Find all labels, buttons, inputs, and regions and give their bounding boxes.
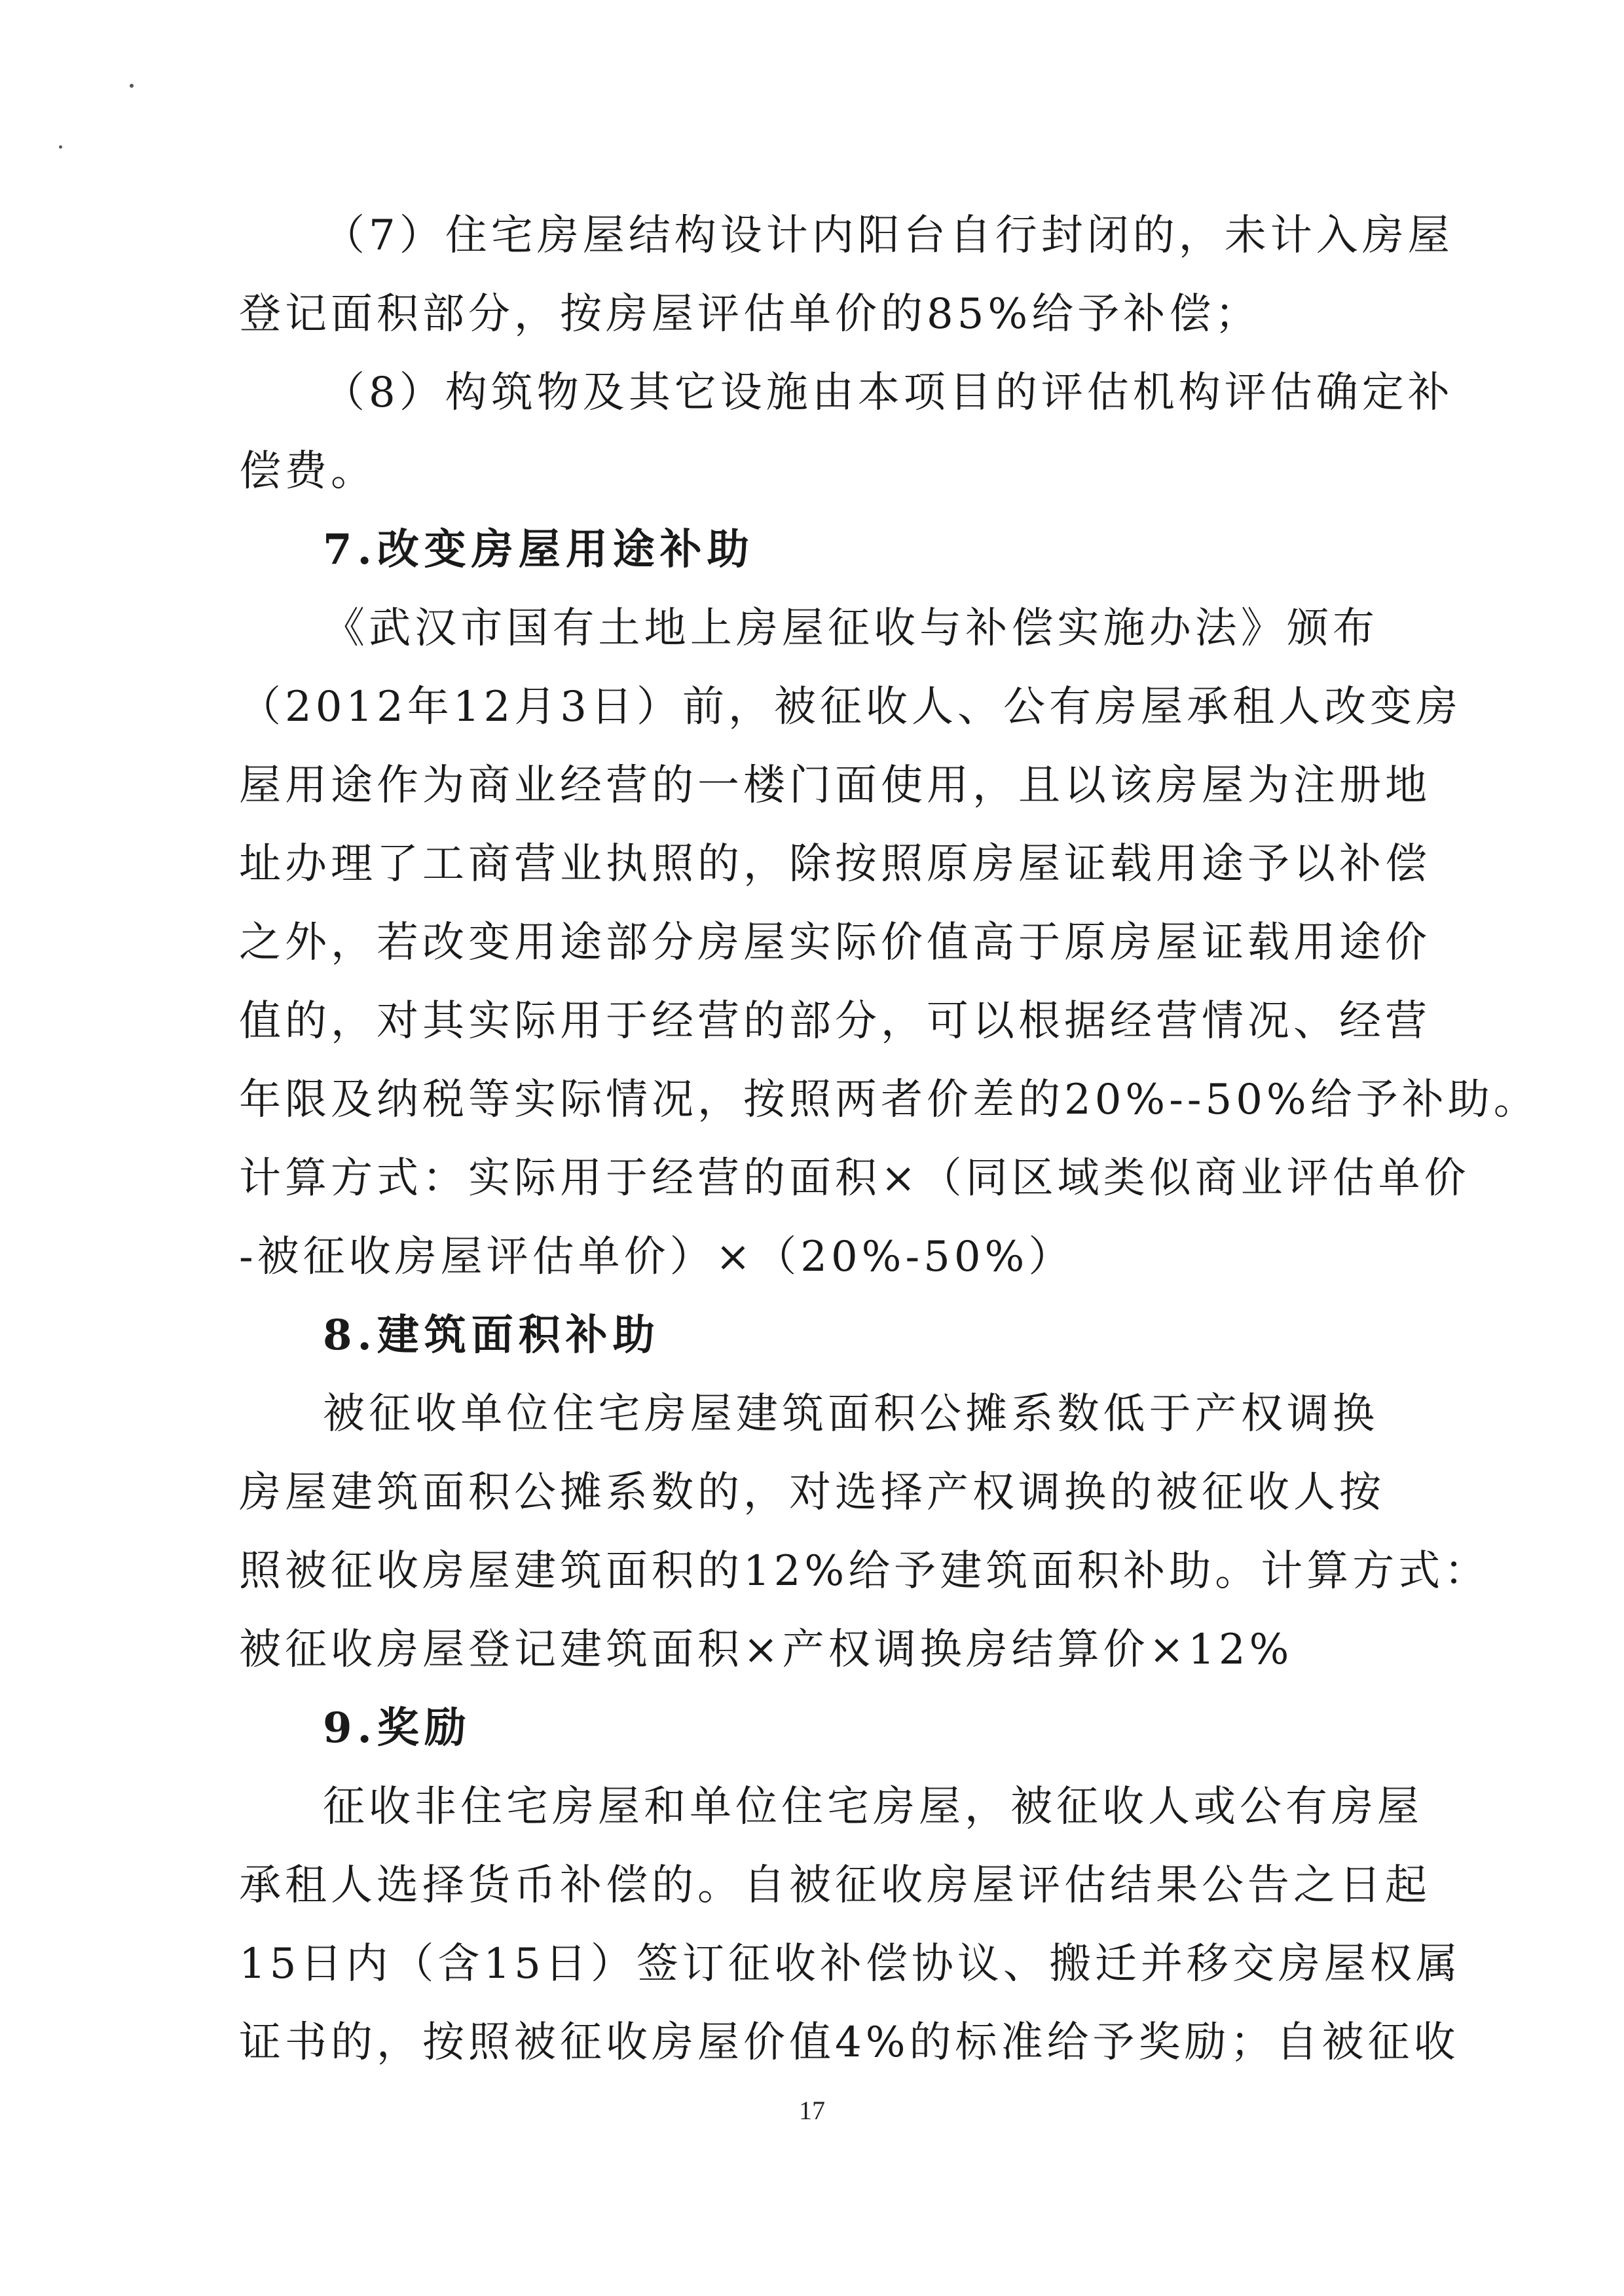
paragraph-line: 之外，若改变用途部分房屋实际价值高于原房屋证载用途价 bbox=[239, 919, 1431, 967]
paragraph-line: 承租人选择货币补偿的。自被征收房屋评估结果公告之日起 bbox=[239, 1861, 1431, 1910]
paragraph-line: 照被征收房屋建筑面积的12%给予建筑面积补助。计算方式： bbox=[239, 1547, 1490, 1595]
paragraph-line: -被征收房屋评估单价）×（20%-50%） bbox=[239, 1233, 1075, 1281]
paragraph-line: 《武汉市国有土地上房屋征收与补偿实施办法》颁布 bbox=[323, 604, 1378, 653]
section-heading: 8.建筑面积补助 bbox=[323, 1311, 660, 1360]
paragraph-line: 值的，对其实际用于经营的部分，可以根据经营情况、经营 bbox=[239, 997, 1431, 1046]
page-number: 17 bbox=[799, 2096, 825, 2125]
section-heading: 9.奖励 bbox=[323, 1704, 471, 1753]
paragraph-line: 偿费。 bbox=[239, 447, 377, 496]
paragraph-line: （7）住宅房屋结构设计内阳台自行封闭的，未计入房屋 bbox=[323, 211, 1454, 260]
paragraph-line: 年限及纳税等实际情况，按照两者价差的20%--50%给予补助。 bbox=[239, 1076, 1540, 1124]
paragraph-line: 征收非住宅房屋和单位住宅房屋，被征收人或公有房屋 bbox=[323, 1783, 1423, 1831]
scan-speck bbox=[130, 84, 134, 88]
paragraph-line: 15日内（含15日）签订征收补偿协议、搬迁并移交房屋权属 bbox=[239, 1940, 1462, 1988]
paragraph-line: 屋用途作为商业经营的一楼门面使用，且以该房屋为注册地 bbox=[239, 761, 1431, 810]
paragraph-line: （8）构筑物及其它设施由本项目的评估机构评估确定补 bbox=[323, 369, 1454, 417]
paragraph-line: （2012年12月3日）前，被征收人、公有房屋承租人改变房 bbox=[239, 683, 1462, 731]
paragraph-line: 房屋建筑面积公摊系数的，对选择产权调换的被征收人按 bbox=[239, 1468, 1385, 1517]
document-body bbox=[239, 196, 1540, 2082]
paragraph-line: 址办理了工商营业执照的，除按照原房屋证载用途予以补偿 bbox=[239, 840, 1431, 888]
paragraph-line: 被征收房屋登记建筑面积×产权调换房结算价×12% bbox=[239, 1626, 1293, 1674]
paragraph-line: 被征收单位住宅房屋建筑面积公摊系数低于产权调换 bbox=[323, 1390, 1378, 1438]
section-heading: 7.改变房屋用途补助 bbox=[323, 525, 754, 574]
paragraph-line: 登记面积部分，按房屋评估单价的85%给予补偿； bbox=[239, 290, 1261, 338]
paragraph-line: 证书的，按照被征收房屋价值4%的标准给予奖励；自被征收 bbox=[239, 2018, 1460, 2067]
paragraph-line: 计算方式：实际用于经营的面积×（同区域类似商业评估单价 bbox=[239, 1154, 1470, 1203]
scan-speck bbox=[59, 145, 62, 149]
